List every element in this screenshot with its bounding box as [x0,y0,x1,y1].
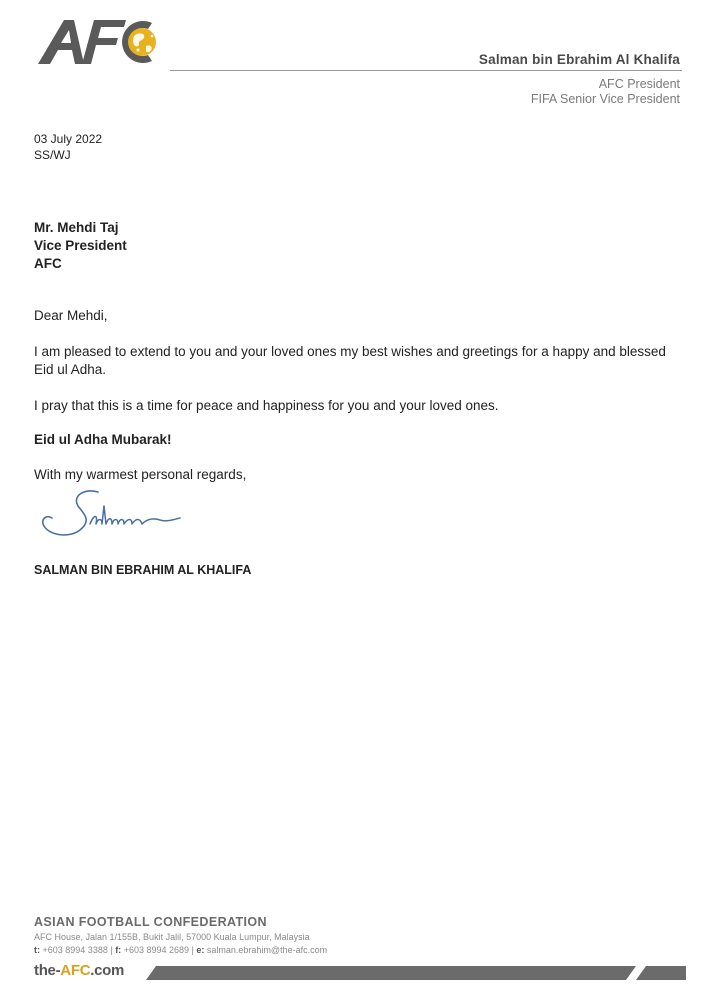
website-accent: AFC [60,962,91,979]
letter-date: 03 July 2022 [34,132,103,146]
phone-number: +603 8994 3388 [42,945,108,955]
letter-reference: SS/WJ [34,148,71,162]
fax-label: f: [115,945,122,955]
footer-address: AFC House, Jalan 1/155B, Bukit Jalil, 57000 Kuala Lumpur, Malaysia [34,932,310,942]
president-name: Salman bin Ebrahim Al Khalifa [478,52,680,67]
afc-logo [34,14,174,70]
salutation: Dear Mehdi, [34,308,108,323]
website-prefix: the- [34,962,61,979]
recipient-name: Mr. Mehdi Taj [34,220,119,235]
recipient-org: AFC [34,256,62,271]
signature [36,484,186,540]
website-suffix: .com [90,962,125,979]
website-link[interactable] [34,962,124,979]
footer-bar [146,966,686,980]
eid-greeting: Eid ul Adha Mubarak! [34,432,172,447]
fax-number: +603 8994 2689 [123,945,190,955]
signatory-name: SALMAN BIN EBRAHIM AL KHALIFA [34,563,252,577]
closing: With my warmest personal regards, [34,467,247,482]
header-divider [170,70,682,71]
footer-organization: ASIAN FOOTBALL CONFEDERATION [34,915,267,929]
footer-contact: t: +603 8994 3388 | f: +603 8994 2689 | e: salman.ebrahim@the-afc.com [34,945,328,955]
president-title: AFC President [598,77,680,91]
fifa-title: FIFA Senior Vice President [530,92,680,106]
paragraph-greetings: I am pleased to extend to you and your loved ones my best wishes and greetings for a happy and blessed Eid ul Adha. [34,344,666,377]
recipient-title: Vice President [34,238,127,253]
email-label: e: [196,945,205,955]
phone-label: t: [34,945,40,955]
email-address[interactable]: salman.ebrahim@the-afc.com [206,945,328,955]
paragraph-prayer: I pray that this is a time for peace and happiness for you and your loved ones. [34,398,499,413]
